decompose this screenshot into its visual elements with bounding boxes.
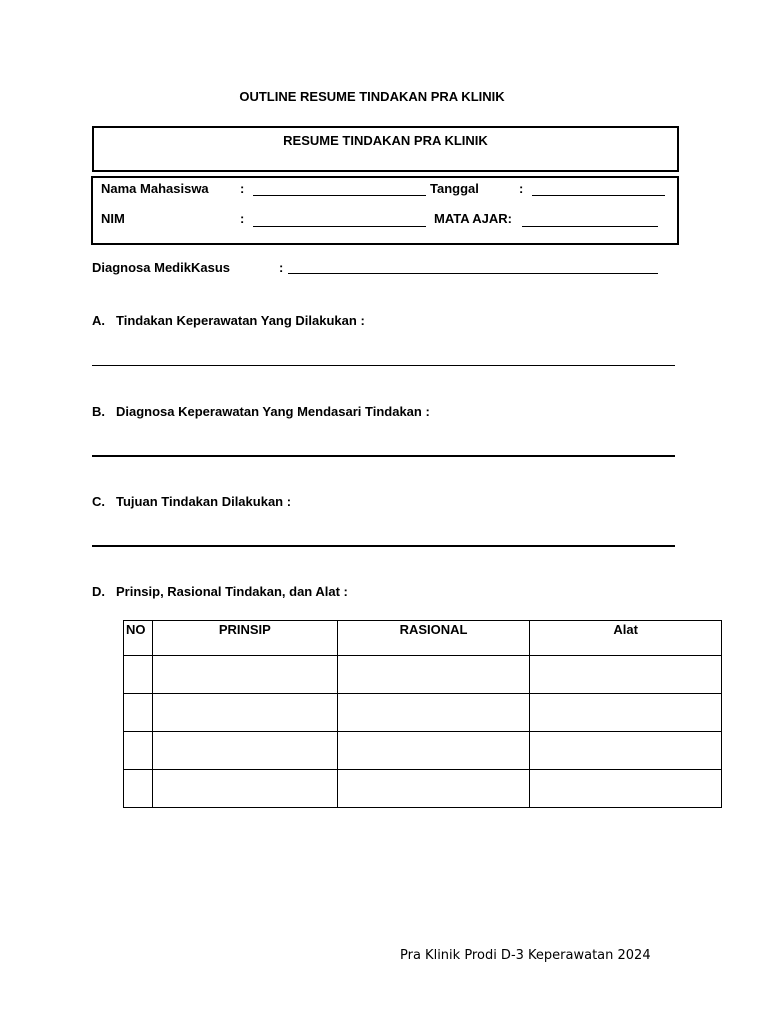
table-cell[interactable] — [530, 770, 722, 808]
page-footer: Pra Klinik Prodi D-3 Keperawatan 2024 — [400, 948, 651, 963]
table-cell[interactable] — [337, 732, 530, 770]
nim-field[interactable] — [253, 226, 426, 227]
table-header-row — [124, 621, 722, 656]
header-box — [92, 126, 679, 172]
table-cell[interactable] — [337, 694, 530, 732]
table-row — [124, 770, 722, 808]
section-b-heading: Diagnosa Keperawatan Yang Mendasari Tindakan : — [116, 404, 430, 419]
table-row — [124, 656, 722, 694]
box-title: RESUME TINDAKAN PRA KLINIK — [283, 133, 488, 148]
mata-ajar-label: MATA AJAR: — [434, 211, 512, 226]
nim-colon: : — [240, 211, 245, 226]
nama-colon: : — [240, 181, 245, 196]
nim-label: NIM — [101, 211, 125, 226]
header-rasional: RASIONAL — [337, 621, 530, 656]
table-cell[interactable] — [124, 694, 153, 732]
table-cell[interactable] — [530, 694, 722, 732]
tanggal-colon: : — [519, 181, 524, 196]
diagnosa-colon: : — [279, 260, 284, 275]
section-c-letter: C. — [92, 494, 105, 509]
table-cell[interactable] — [152, 694, 337, 732]
header-no: NO — [124, 621, 153, 656]
table-cell[interactable] — [152, 732, 337, 770]
tanggal-label: Tanggal — [430, 181, 479, 196]
section-c-heading: Tujuan Tindakan Dilakukan : — [116, 494, 292, 509]
table-row — [124, 732, 722, 770]
header-alat: Alat — [530, 621, 722, 656]
section-b-answer-line[interactable] — [92, 455, 675, 457]
nama-mahasiswa-label: Nama Mahasiswa — [101, 181, 209, 196]
section-d-letter: D. — [92, 584, 105, 599]
table-cell[interactable] — [152, 770, 337, 808]
section-a-letter: A. — [92, 313, 105, 328]
section-b-letter: B. — [92, 404, 105, 419]
document-title: OUTLINE RESUME TINDAKAN PRA KLINIK — [239, 89, 505, 104]
table-cell[interactable] — [124, 770, 153, 808]
table-cell[interactable] — [124, 732, 153, 770]
section-d-heading: Prinsip, Rasional Tindakan, dan Alat : — [116, 584, 348, 599]
prinsip-rasional-table — [123, 620, 722, 808]
tanggal-field[interactable] — [532, 195, 665, 196]
section-c-answer-line[interactable] — [92, 545, 675, 547]
table-cell[interactable] — [530, 732, 722, 770]
table-cell[interactable] — [124, 656, 153, 694]
table-cell[interactable] — [530, 656, 722, 694]
diagnosa-medik-field[interactable] — [288, 273, 658, 274]
table-cell[interactable] — [337, 770, 530, 808]
mata-ajar-field[interactable] — [522, 226, 658, 227]
section-a-answer-line[interactable] — [92, 365, 675, 366]
table-row — [124, 694, 722, 732]
section-a-heading: Tindakan Keperawatan Yang Dilakukan : — [116, 313, 365, 328]
diagnosa-medik-label: Diagnosa MedikKasus — [92, 260, 230, 275]
table-cell[interactable] — [337, 656, 530, 694]
table-cell[interactable] — [152, 656, 337, 694]
header-prinsip: PRINSIP — [152, 621, 337, 656]
nama-mahasiswa-field[interactable] — [253, 195, 426, 196]
